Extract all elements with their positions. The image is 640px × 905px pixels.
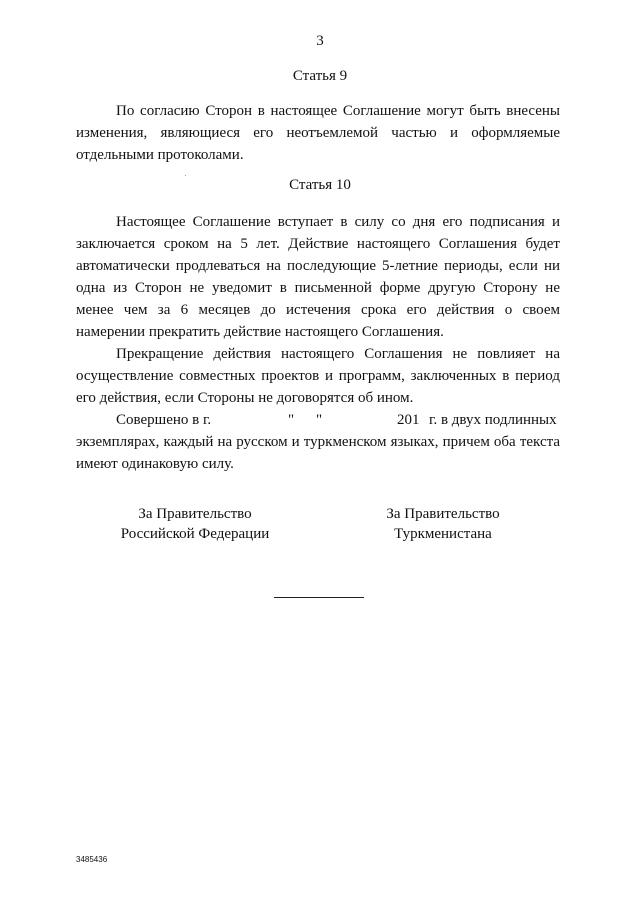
article-10-paragraph-2: Прекращение действия настоящего Соглашения не повлияет на осуществление совместных проектов и программ, заключенных в период его действия, если Стороны не договорятся об ином. xyxy=(76,346,560,406)
signature-russia-line2: Российской Федерации xyxy=(120,526,270,542)
closing-rule xyxy=(274,597,364,598)
document-number: 3485436 xyxy=(76,855,108,864)
signature-russia-line1: За Правительство xyxy=(138,506,252,522)
article-9-text: По согласию Сторон в настоящее Соглашение могут быть внесены изменения, являющиеся его неотъемлемой частью и оформляемые отдельными протоколами. xyxy=(76,103,560,163)
article-9-body xyxy=(76,100,560,166)
article-10-heading: Статья 10 xyxy=(289,177,351,193)
page-number: 3 xyxy=(316,33,324,49)
article-10-paragraph-1: Настоящее Соглашение вступает в силу со дня его подписания и заключается сроком на 5 лет. Действие настоящего Соглашения будет автоматически продлеваться на последующие 5-летние периоды, если ни одна из Сторон не уведомит в письменной форме другую Сторону не менее чем за 6 месяцев до истечения срока его действия о своем намерении прекратить действие настоящего Соглашения. xyxy=(76,214,560,340)
done-at-first-line xyxy=(76,409,560,431)
year-prefix: 201 xyxy=(397,412,420,428)
done-at-continuation: экземплярах, каждый на русском и туркменском языках, причем оба текста имеют одинаковую силу. xyxy=(76,434,560,472)
done-at-copies: г. в двух подлинных xyxy=(429,412,557,428)
article-10-body xyxy=(76,211,560,409)
signature-russia xyxy=(95,504,295,544)
signature-turkmenistan-line2: Туркменистана xyxy=(394,526,492,542)
done-at-label: Совершено в г. xyxy=(116,412,212,428)
scan-speck xyxy=(185,175,186,176)
signature-turkmenistan xyxy=(343,504,543,544)
signature-turkmenistan-line1: За Правительство xyxy=(386,506,500,522)
date-quote-close: " xyxy=(316,412,323,428)
date-quote-open: " xyxy=(288,412,295,428)
article-9-heading: Статья 9 xyxy=(292,68,348,84)
done-at-block xyxy=(76,409,560,475)
